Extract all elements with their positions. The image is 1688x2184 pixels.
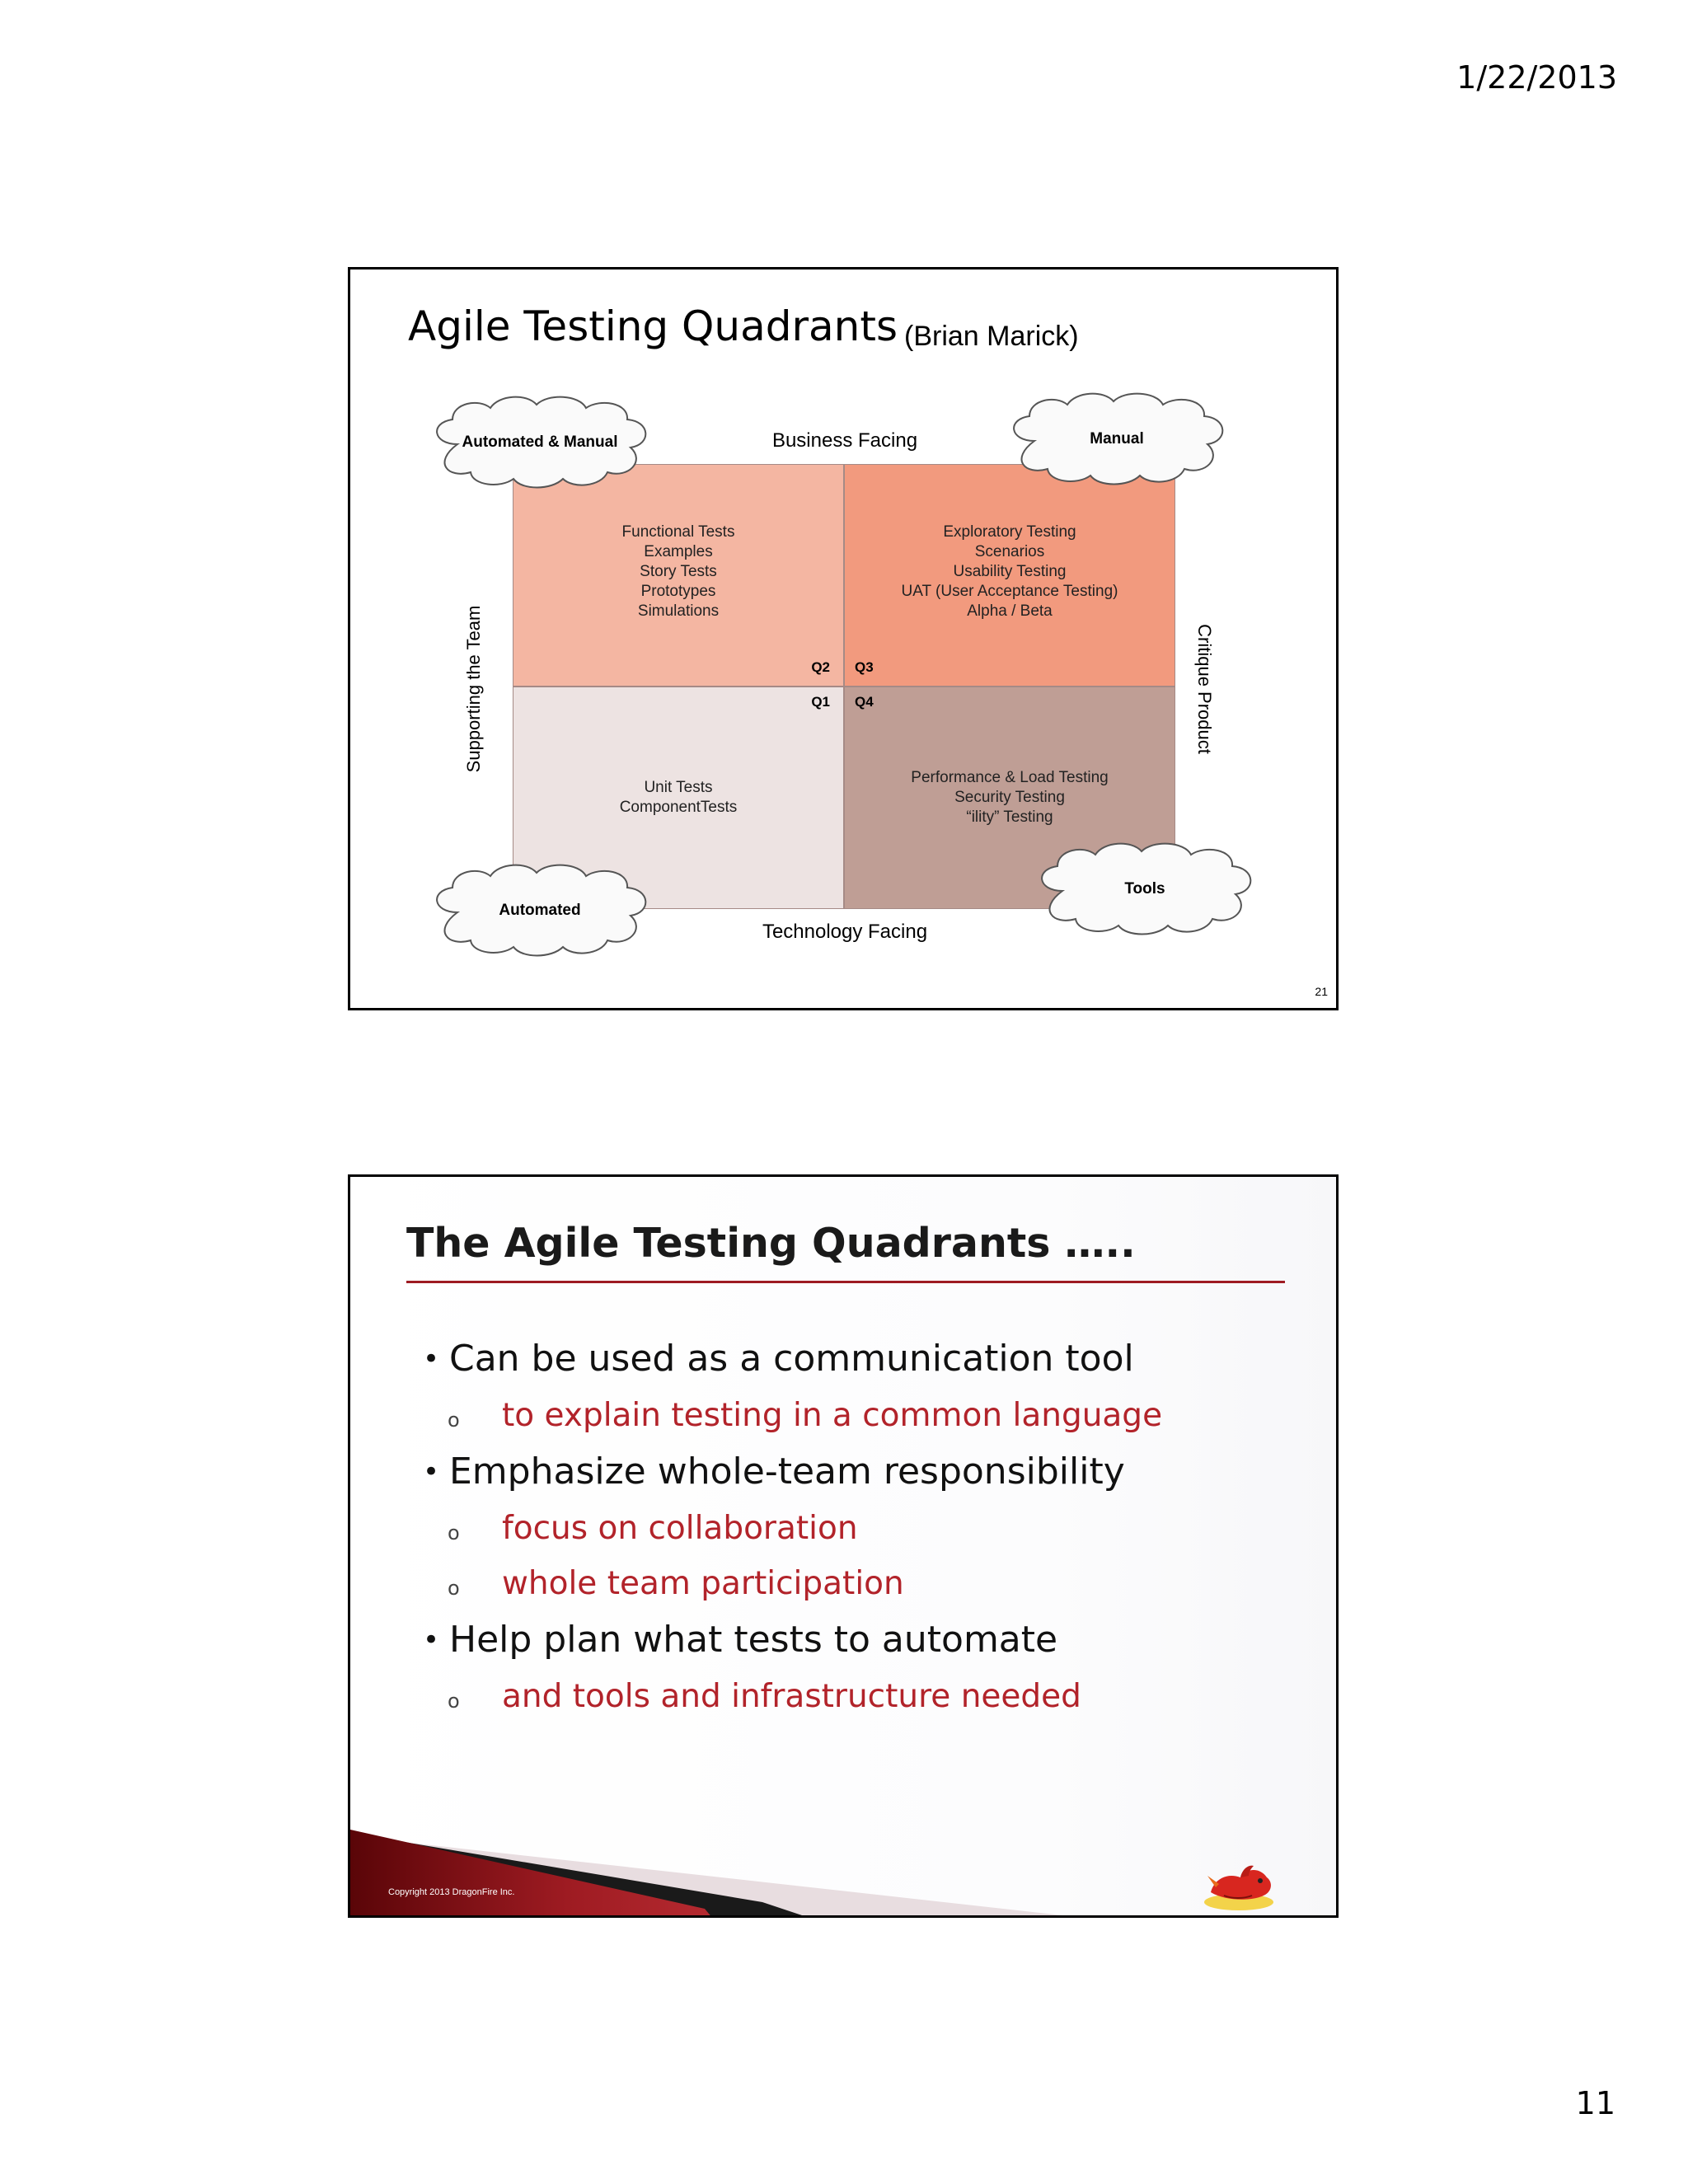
q1-item: ComponentTests	[619, 799, 738, 816]
q4-item: Security Testing	[954, 789, 1065, 806]
q2-item: Prototypes	[640, 583, 716, 600]
sub-bullet-text: to explain testing in a common language	[502, 1397, 1163, 1434]
cloud-label: Manual	[1090, 430, 1144, 448]
q4-item: Performance & Load Testing	[911, 769, 1109, 786]
quadrant-q2	[513, 464, 844, 687]
axis-label-critique-product: Critique Product	[1194, 624, 1215, 754]
q2-item: Functional Tests	[621, 523, 735, 541]
cloud-automated-manual	[424, 393, 655, 492]
q4-item: “ility” Testing	[966, 808, 1053, 826]
bullet-item	[420, 1443, 1285, 1501]
q3-item: Usability Testing	[953, 563, 1067, 580]
q2-item: Examples	[644, 543, 713, 560]
q1-tag: Q1	[811, 694, 830, 710]
axis-label-business-facing: Business Facing	[771, 429, 918, 452]
cloud-label: Automated	[499, 902, 581, 919]
q4-tag: Q4	[855, 694, 874, 710]
bullet-list	[420, 1330, 1285, 1724]
page-date: 1/22/2013	[1456, 59, 1617, 96]
quadrant-q3	[844, 464, 1175, 687]
footer-swoosh-graphic	[350, 1803, 1092, 1918]
slide-title: Agile Testing Quadrants	[408, 302, 898, 350]
cloud-label: Tools	[1124, 880, 1165, 898]
slide-quadrants-summary	[348, 1174, 1339, 1918]
sub-bullet-item	[420, 1388, 1285, 1443]
sub-bullet-item	[420, 1669, 1285, 1724]
page-number: 11	[1575, 2085, 1615, 2121]
sub-bullet-circle-icon: o	[448, 1408, 460, 1432]
sub-bullet-text: and tools and infrastructure needed	[502, 1678, 1081, 1715]
q3-item: Alpha / Beta	[967, 602, 1053, 620]
axis-label-technology-facing: Technology Facing	[762, 921, 928, 943]
q3-item: UAT (User Acceptance Testing)	[901, 583, 1118, 600]
bullet-item	[420, 1611, 1285, 1669]
q3-tag: Q3	[855, 659, 874, 675]
sub-bullet-circle-icon: o	[448, 1521, 460, 1544]
q3-item: Scenarios	[974, 543, 1045, 560]
q2-item: Story Tests	[640, 563, 717, 580]
bullet-dot-icon: •	[423, 1455, 440, 1488]
q2-tag: Q2	[811, 659, 830, 675]
cloud-tools	[1029, 840, 1260, 939]
slide-agile-testing-quadrants-diagram	[348, 267, 1339, 1010]
bullet-dot-icon: •	[423, 1624, 440, 1657]
copyright-notice: Copyright 2013 DragonFire Inc.	[388, 1887, 515, 1897]
slide-number: 21	[1315, 985, 1328, 998]
q2-item: Simulations	[637, 602, 720, 620]
bullet-text: Help plan what tests to automate	[449, 1619, 1058, 1661]
bullet-text: Emphasize whole-team responsibility	[449, 1451, 1125, 1493]
sub-bullet-text: focus on collaboration	[502, 1510, 858, 1547]
bullet-dot-icon: •	[423, 1343, 440, 1376]
q3-item: Exploratory Testing	[943, 523, 1076, 541]
cloud-label: Automated & Manual	[462, 434, 618, 451]
bullet-text: Can be used as a communication tool	[449, 1338, 1134, 1380]
dragon-logo-icon	[1199, 1859, 1278, 1918]
sub-bullet-item	[420, 1556, 1285, 1611]
cloud-manual	[1001, 390, 1232, 489]
axis-label-supporting-the-team: Supporting the Team	[463, 605, 484, 773]
slide-title: The Agile Testing Quadrants …..	[406, 1220, 1136, 1267]
sub-bullet-item	[420, 1501, 1285, 1556]
q1-item: Unit Tests	[644, 779, 713, 796]
bullet-item	[420, 1330, 1285, 1388]
sub-bullet-text: whole team participation	[502, 1565, 904, 1602]
title-underline	[406, 1281, 1285, 1283]
slide-subtitle: (Brian Marick)	[904, 321, 1079, 352]
sub-bullet-circle-icon: o	[448, 1690, 460, 1713]
cloud-automated	[424, 861, 655, 960]
sub-bullet-circle-icon: o	[448, 1577, 460, 1600]
